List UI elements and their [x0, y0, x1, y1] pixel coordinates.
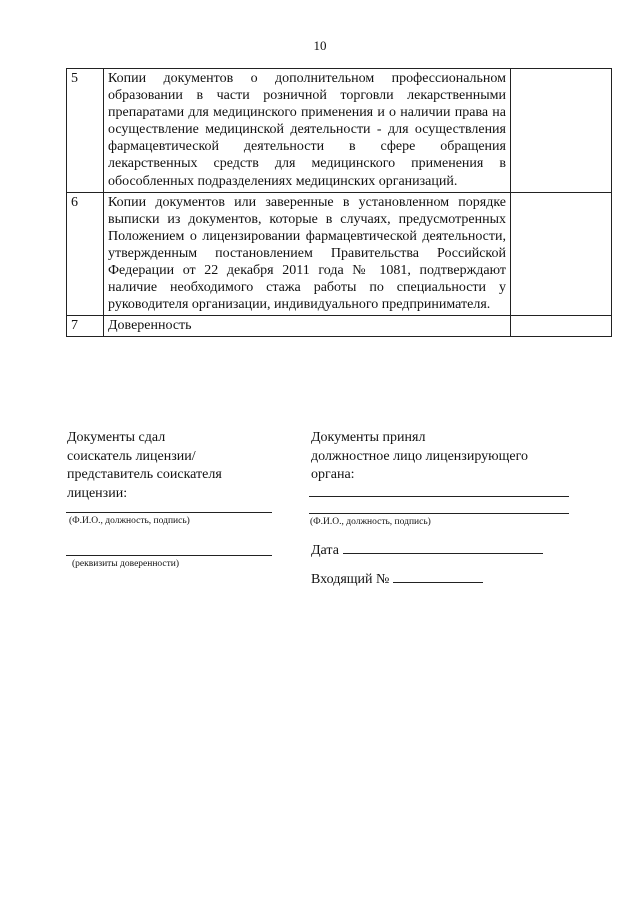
submitter-block — [67, 429, 297, 503]
submitter-signature-line — [66, 512, 272, 513]
receiver-label-line: органа: — [311, 467, 355, 482]
power-of-attorney-caption: (реквизиты доверенности) — [72, 559, 180, 569]
receiver-label-line: должностное лицо лицензирующего — [311, 448, 528, 464]
row-number: 7 — [67, 316, 104, 337]
power-of-attorney-line — [66, 555, 272, 556]
table-row — [67, 316, 612, 337]
submitter-label-line: лицензии: — [67, 485, 128, 501]
row-mark-cell — [511, 316, 612, 337]
submitter-label-line: Документы сдал — [67, 430, 166, 445]
date-label: Дата — [311, 543, 339, 558]
date-field — [311, 541, 543, 560]
table-row — [67, 69, 612, 193]
date-blank-line — [343, 541, 543, 554]
row-description: Копии документов или заверенные в установленном порядке выписки из документов, которые в случаях, предусмотренных Положением о лицензировании фармацевтической деятельности, утвержденным постановлением Правительства Российской Федерации от 22 декабря 2011 года № 1081, подтверждают наличие необходимого стажа работы по специальности у руководителя организации, индивидуального предпринимателя. — [104, 192, 511, 316]
row-number: 6 — [67, 192, 104, 316]
row-description: Доверенность — [104, 316, 511, 337]
submitter-label-line: соискатель лицензии/ — [67, 448, 196, 464]
incoming-number-label: Входящий № — [311, 572, 390, 587]
table-row — [67, 192, 612, 316]
receiver-signature-caption: (Ф.И.О., должность, подпись) — [310, 517, 431, 527]
receiver-block — [311, 429, 571, 485]
submitter-label-line: представитель соискателя — [67, 467, 222, 482]
row-mark-cell — [511, 69, 612, 193]
row-description: Копии документов о дополнительном профессиональном образовании в части розничной торговли лекарственными препаратами для медицинского применения и о наличии права на осуществление медицинской деятельности - для осуществления фармацевтической деятельности в сфере обращения лекарственных средств для медицинского применения в обособленных подразделениях медицинских организаций. — [104, 69, 511, 193]
submitter-signature-caption: (Ф.И.О., должность, подпись) — [69, 516, 190, 526]
incoming-number-blank-line — [393, 570, 483, 583]
receiver-signature-line — [309, 513, 569, 514]
receiver-label-line: Документы принял — [311, 430, 426, 445]
row-mark-cell — [511, 192, 612, 316]
receiver-line-1 — [309, 496, 569, 497]
row-number: 5 — [67, 69, 104, 193]
documents-table — [66, 68, 612, 337]
incoming-number-field — [311, 570, 483, 589]
page-number: 10 — [313, 38, 327, 53]
